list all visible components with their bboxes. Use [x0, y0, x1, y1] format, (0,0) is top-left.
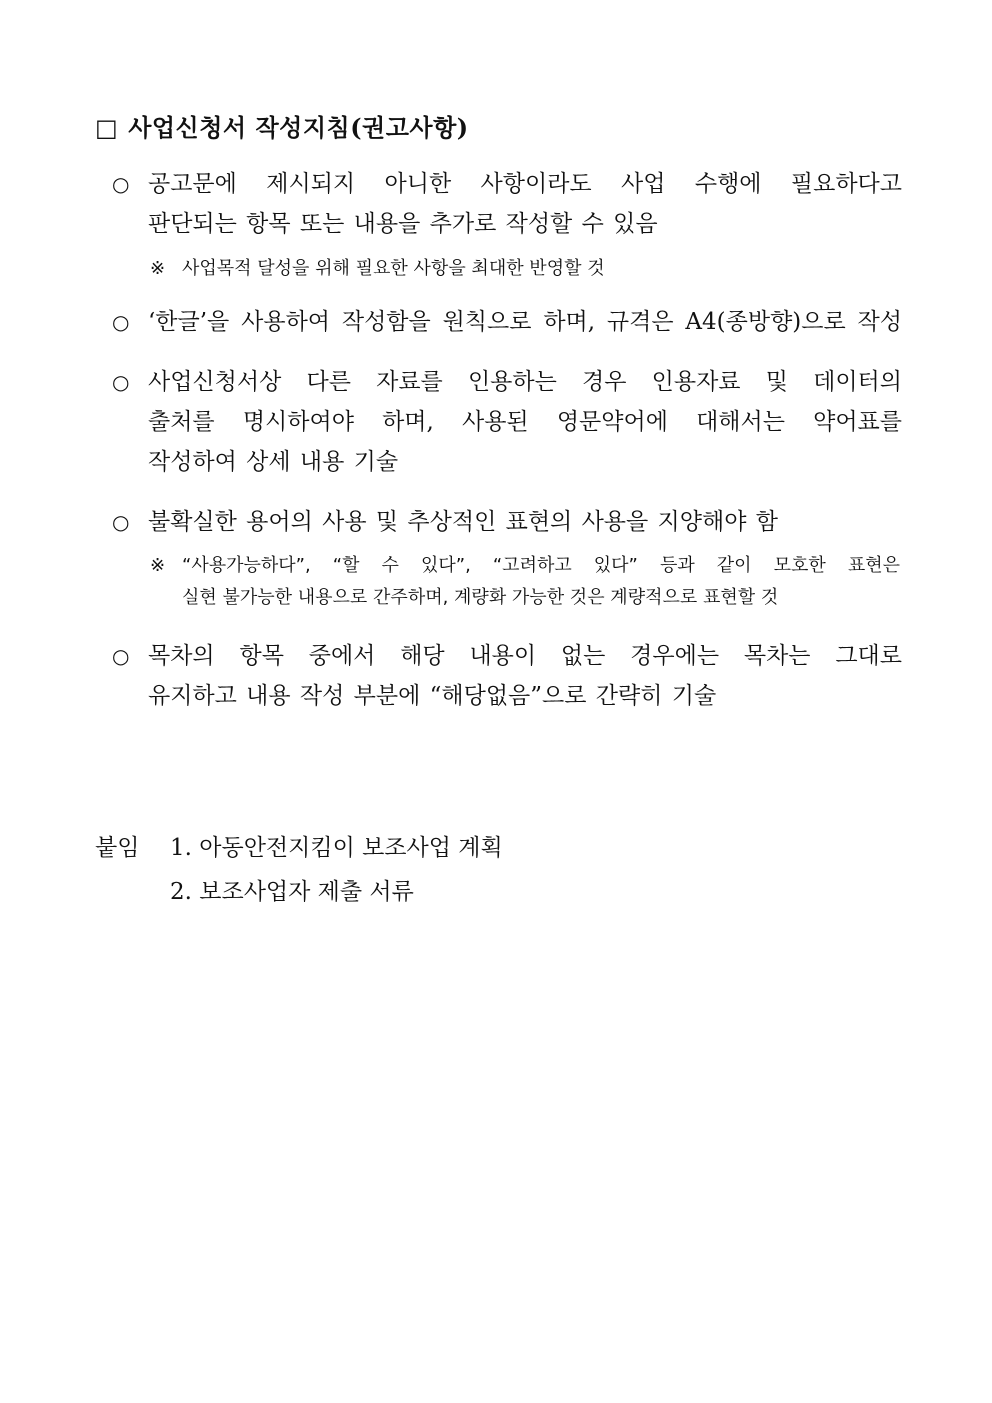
attachment-entry: 2. 보조사업자 제출 서류: [170, 879, 414, 905]
reference-mark-icon: ※: [150, 258, 166, 279]
checkbox-square-icon: □: [95, 114, 119, 142]
section-title: 사업신청서 작성지침(권고사항): [128, 113, 469, 142]
circle-bullet-icon: ○: [112, 510, 130, 534]
guideline-line: 출처를 명시하여야 하며, 사용된 영문약어에 대해서는 약어표를: [148, 409, 902, 435]
guideline-line: 불확실한 용어의 사용 및 추상적인 표현의 사용을 지양해야 함: [148, 509, 778, 535]
circle-bullet-icon: ○: [112, 310, 130, 334]
note-line: “사용가능하다”, “할 수 있다”, “고려하고 있다” 등과 같이 모호한 표현은: [182, 555, 900, 576]
guideline-item: [112, 502, 902, 542]
guideline-note: [150, 253, 900, 285]
guideline-note: [150, 550, 900, 614]
section-heading: [95, 108, 469, 143]
guideline-line: 작성하여 상세 내용 기술: [148, 449, 399, 475]
attachment-label: 붙임: [95, 835, 140, 861]
note-line: 사업목적 달성을 위해 필요한 사항을 최대한 반영할 것: [182, 258, 605, 279]
attachment-row: [95, 826, 503, 870]
note-line: 실현 불가능한 내용으로 간주하며, 계량화 가능한 것은 계량적으로 표현할 것: [182, 587, 779, 608]
guideline-item: [112, 636, 902, 716]
guideline-line: 사업신청서상 다른 자료를 인용하는 경우 인용자료 및 데이터의: [148, 369, 902, 395]
guideline-line: ‘한글’을 사용하여 작성함을 원칙으로 하며, 규격은 A4(종방향)으로 작성: [148, 309, 902, 335]
attachment-row: [95, 870, 503, 914]
circle-bullet-icon: ○: [112, 172, 130, 196]
circle-bullet-icon: ○: [112, 370, 130, 394]
reference-mark-icon: ※: [150, 555, 166, 576]
guideline-item: [112, 302, 902, 342]
guideline-line: 목차의 항목 중에서 해당 내용이 없는 경우에는 목차는 그대로: [148, 643, 902, 669]
circle-bullet-icon: ○: [112, 644, 130, 668]
guideline-item: [112, 362, 902, 482]
guideline-line: 판단되는 항목 또는 내용을 추가로 작성할 수 있음: [148, 211, 658, 237]
guideline-item: [112, 164, 902, 244]
guideline-line: 공고문에 제시되지 아니한 사항이라도 사업 수행에 필요하다고: [148, 171, 902, 197]
guideline-line: 유지하고 내용 작성 부분에 “해당없음”으로 간략히 기술: [148, 683, 717, 709]
attachments: [95, 826, 503, 914]
attachment-entry: 1. 아동안전지킴이 보조사업 계획: [170, 835, 503, 861]
